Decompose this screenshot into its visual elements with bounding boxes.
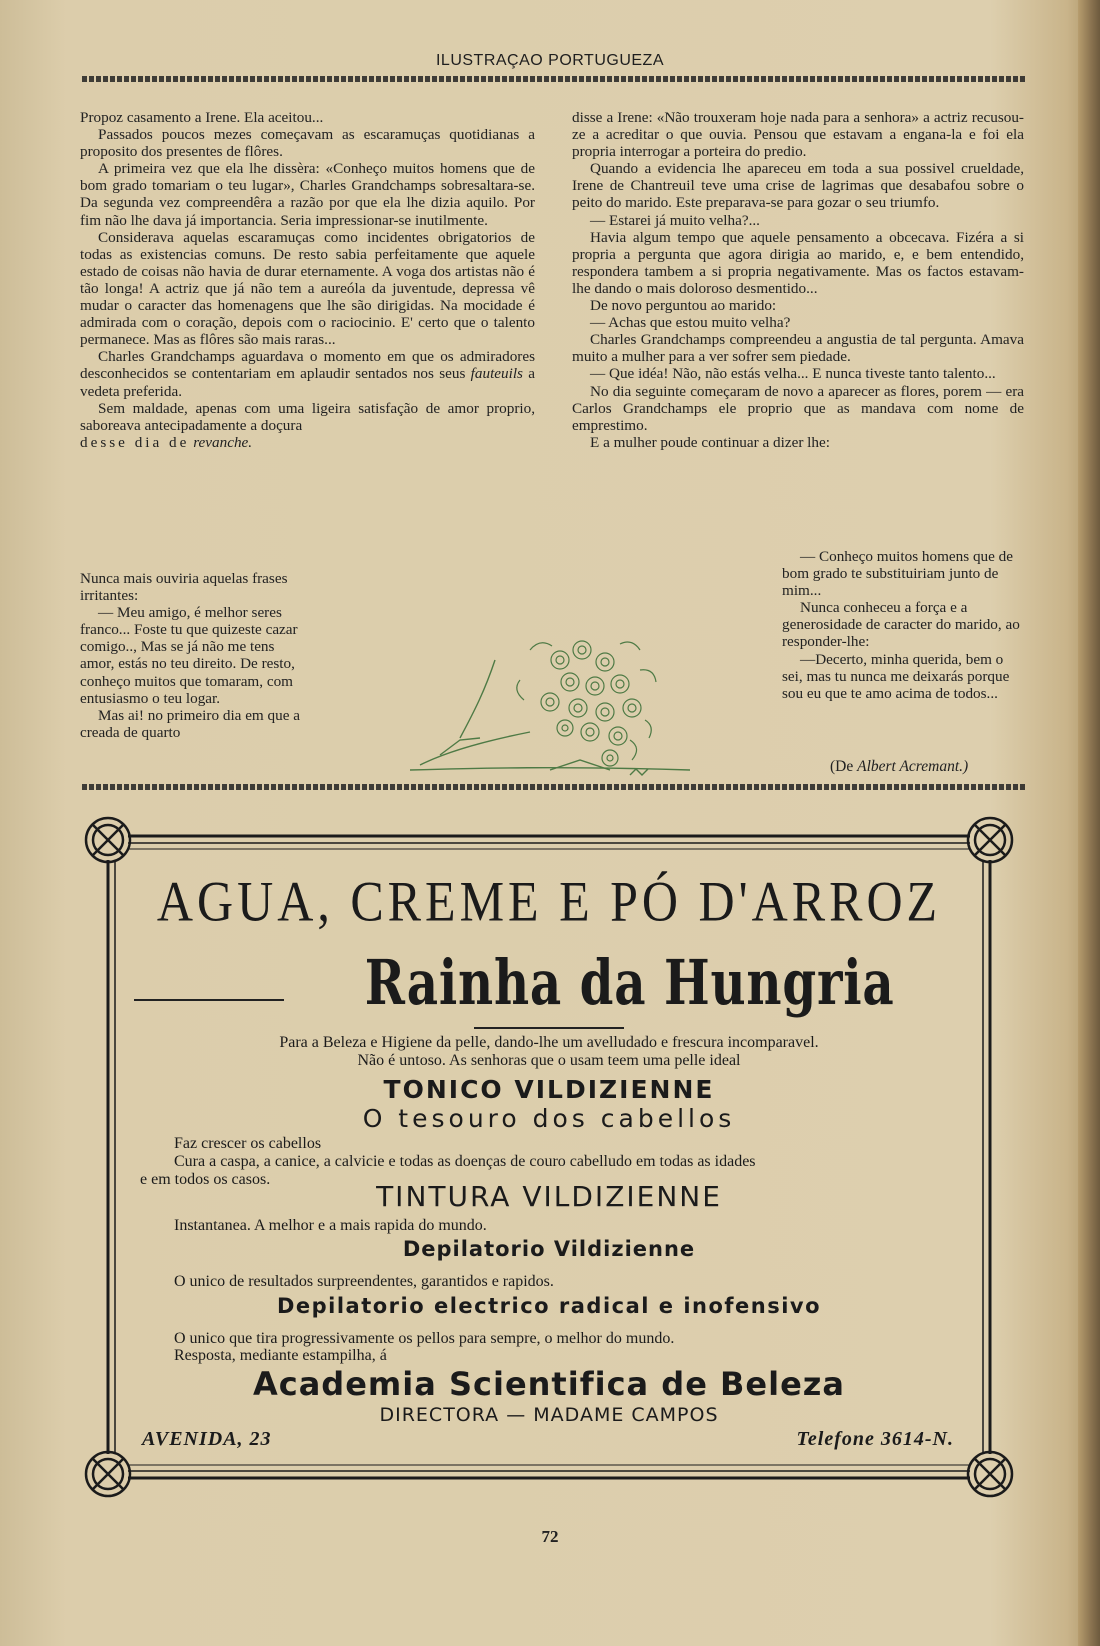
paragraph (80, 434, 535, 451)
ad-brand-line (78, 946, 1020, 1037)
academia-name: Academia Scientifica de Beleza (252, 1365, 846, 1403)
product-depilatorio-electrico: Depilatorio electrico radical e inofensivo (276, 1294, 822, 1318)
revanche-term: revanche. (193, 433, 253, 451)
ad-line: Resposta, mediante estampilha, á (174, 1347, 387, 1364)
paragraph: —Decerto, minha querida, bem o sei, mas tu nunca me deixarás porque sou eu que te amo acima de todos... (782, 650, 1010, 702)
paragraph-text: a vedeta preferida. (80, 365, 536, 400)
story-right-column (572, 109, 1024, 451)
ad-line: Instantanea. A melhor e a mais rapida do mundo. (174, 1217, 487, 1234)
product-tonico: TONICO VILDIZIENNE (383, 1075, 715, 1104)
paragraph: Considerava aquelas escaramuças como incidentes obrigatorios de todas as existencias comuns. De resto sabia perfeitamente que aquele estado de coisas não havia de durar eternamente. A voga dos artistas não é tão longa! A actriz que já não tem a aureóla da juventude, depressa vê mudar o caracter das homenagens que lhe são dirigidas. Na mocidade é admirada com o coração, depois com o raciocinio. E' certo que o talento permanece. Mas as flôres são mais raras... (80, 228, 535, 349)
paragraph: Nunca conheceu a força e a generosidade de caracter do marido, ao responder-lhe: (782, 599, 1020, 651)
ad-description: Para a Beleza e Higiene da pelle, dando-lhe um avelludado e frescura incomparavel. (279, 1034, 819, 1051)
paragraph: — Estarei já muito velha?... (590, 211, 760, 229)
ad-description: Não é untoso. As senhoras que o usam teem uma pelle ideal (357, 1052, 741, 1069)
story-credit (830, 758, 968, 776)
credit-prefix: (De (830, 758, 854, 775)
paragraph: No dia seguinte começaram de novo a aparecer as flores, porem — era Carlos Grandchamps ele proprio que as mandava com nome de emprestimo. (572, 382, 1024, 434)
ad-brand: Rainha da Hungria (365, 946, 895, 1019)
brand-dash-right (474, 1027, 624, 1029)
paragraph-text: desse dia de (80, 433, 190, 451)
paragraph: Nunca mais ouviria aquelas frases irritantes: (80, 570, 288, 605)
paragraph: De novo perguntou ao marido: (590, 297, 777, 315)
address: AVENIDA, 23 (142, 1428, 272, 1450)
paragraph: — Meu amigo, é melhor seres franco... Foste tu que quizeste cazar comigo.., Mas se já não me tens amor, estás no teu direito. De resto, conheço muitos que tomaram, com entusiasmo o teu logar. (80, 604, 298, 707)
paragraph: — Conheço muitos homens que de bom grado te substituiriam junto de mim... (782, 548, 1014, 600)
paragraph: Havia algum tempo que aquele pensamento a obcecava. Fizéra a si propria a pergunta que agora dirigia ao marido, e, e bem entendido, respondera tambem a si propria negativamente. Mas os factos estavam-lhe dando o mais doloroso desmentido... (572, 228, 1024, 297)
product-tagline: O tesouro dos cabellos (362, 1104, 736, 1133)
story-left-column (80, 109, 535, 451)
paragraph: Quando a evidencia lhe apareceu em toda a sua possivel crueldade, Irene de Chantreuil teve uma crise de lagrimas que desabafou sobre o peito do marido. Este preparava-se para gozar o seu triumfo. (572, 160, 1024, 212)
ad-line: O unico que tira progressivamente os pellos para sempre, o melhor do mundo. (174, 1330, 675, 1347)
book-spine (1078, 0, 1100, 1646)
top-dotted-rule (82, 76, 1027, 82)
ad-line: Cura a caspa, a canice, a calvicie e todas as doenças de couro cabelludo em todas as idades (174, 1153, 756, 1170)
product-tintura: TINTURA VILDIZIENNE (376, 1180, 722, 1213)
telephone: Telefone 3614-N. (796, 1428, 954, 1450)
running-head: ILUSTRAÇAO PORTUGUEZA (435, 52, 664, 69)
paragraph: Charles Grandchamps compreendeu a angustia de tal pergunta. Amava muito a mulher para a ver sofrer sem piedade. (572, 331, 1024, 366)
ad-headline: AGUA, CREME E PÓ D'ARROZ (156, 868, 942, 934)
credit-author: Albert Acremant.) (857, 758, 969, 775)
fauteuils-term: fauteuils (470, 365, 523, 383)
ad-line: e em todos os casos. (140, 1171, 271, 1188)
product-depilatorio: Depilatorio Vildizienne (402, 1237, 696, 1261)
brand-dash-left (134, 999, 284, 1001)
page-number: 72 (541, 1527, 559, 1546)
ad-line: Faz crescer os cabellos (174, 1135, 322, 1152)
paragraph: — Que idéa! Não, não estás velha... E nunca tiveste tanto talento... (590, 365, 996, 383)
ad-line: O unico de resultados surpreendentes, garantidos e rapidos. (174, 1273, 554, 1290)
paragraph (80, 348, 535, 399)
paragraph: disse a Irene: «Não trouxeram hoje nada para a senhora» a actriz recusou-ze a acreditar o que ouvia. Pensou que estavam a engana-la e foi ela propria interrogar a porteira do predio. (572, 109, 1024, 161)
paragraph: Passados poucos mezes começavam as escaramuças quotidianas a proposito dos presentes de flôres. (80, 126, 535, 161)
paragraph: A primeira vez que ela lhe dissèra: «Conheço muitos homens que de bom grado tomariam o teu lugar», Charles Grandchamps sobresaltara-se. Da segunda vez compreendêra a razão por que ela lhe dizia aquilo. Por fim não lhe dava já importancia. Seria impressionar-se inutilmente. (80, 160, 535, 229)
paragraph-text: Charles Grandchamps aguardava o momento em que os admiradores desconhecidos se contentariam em aplaudir sentados nos seus (80, 348, 535, 383)
flower-bouquet-illustration (400, 620, 700, 785)
paragraph: Mas ai! no primeiro dia em que a creada de quarto (80, 706, 301, 741)
story-right-narrow-column (782, 548, 1022, 702)
advertisement (78, 812, 1020, 1502)
paragraph: Propoz casamento a Irene. Ela aceitou... (80, 109, 324, 126)
directora-line: DIRECTORA — MADAME CAMPOS (379, 1404, 719, 1426)
paragraph: E a mulher poude continuar a dizer lhe: (590, 433, 830, 451)
story-left-narrow-column (80, 570, 305, 741)
paragraph: Sem maldade, apenas com uma ligeira satisfação de amor proprio, saboreava antecipadamente a doçura (80, 399, 535, 434)
paragraph: — Achas que estou muito velha? (590, 314, 791, 332)
middle-dotted-rule (82, 784, 1027, 790)
